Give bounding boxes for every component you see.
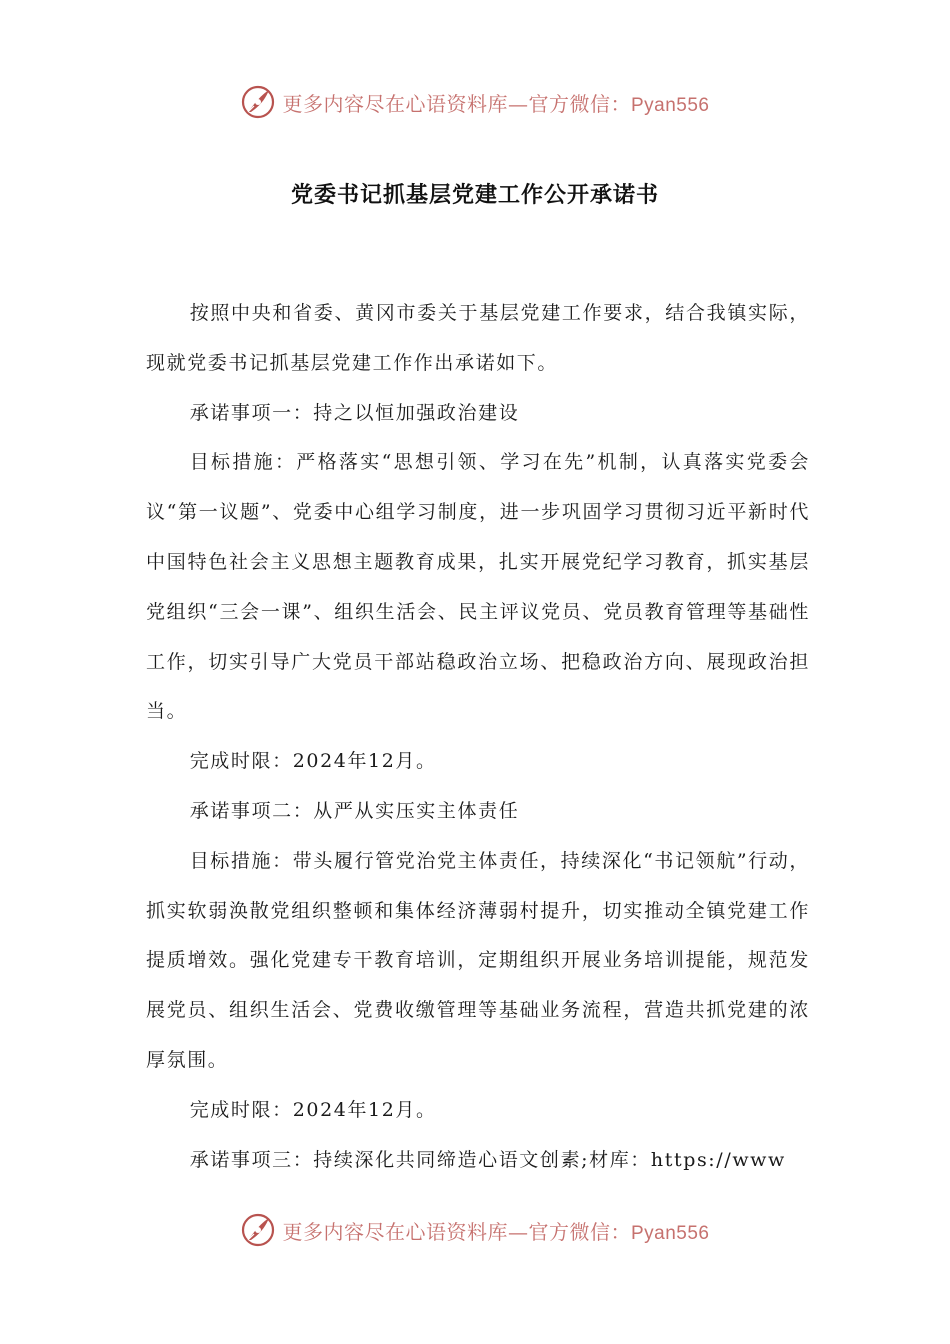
- wechat-id: Pyan556: [630, 94, 710, 116]
- paragraph: 承诺事项一：持之以恒加强政治建设: [189, 401, 520, 424]
- watermark-text: 更多内容尽在心语资料库—官方微信：Pyan556: [282, 1219, 710, 1244]
- paragraph: 目标措施：严格落实“思想引领、学习在先”机制，认真落实党委会议“第一议题”、党委中心组学习制度，进一步巩固学习贯彻习近平新时代中国特色社会主义思想主题教育成果，扎实开展党纪学习教育，抓实基层党组织“三会一课”、组织生活会、民主评议党员、党员教育管理等基础性工作，切实引导广大党员干部站稳政治立场、把稳政治方向、展现政治担当。: [146, 451, 810, 723]
- paragraph: 目标措施：带头履行管党治党主体责任，持续深化“书记领航”行动，抓实软弱涣散党组织整顿和集体经济薄弱村提升，切实推动全镇党建工作提质增效。强化党建专干教育培训，定期组织开展业务培训提能，规范发展党员、组织生活会、党费收缴管理等基础业务流程，营造共抓党建的浓厚氛围。: [146, 849, 810, 1071]
- watermark-text: 更多内容尽在心语资料库—官方微信：Pyan556: [282, 91, 710, 116]
- wechat-id: Pyan556: [630, 1222, 710, 1244]
- paragraph: 承诺事项三：持续深化共同缔造心语文创素;材库：https://www: [189, 1148, 786, 1171]
- paragraph: 完成时限：2024年12月。: [189, 1098, 437, 1121]
- header-watermark-banner: [0, 80, 950, 124]
- quill-pen-logo-icon: [240, 84, 276, 120]
- document-title: 党委书记抓基层党建工作公开承诺书: [290, 183, 659, 208]
- paragraph: 完成时限：2024年12月。: [189, 750, 437, 773]
- footer-watermark-banner: [0, 1208, 950, 1252]
- document-body: [146, 289, 810, 1185]
- paragraph: 按照中央和省委、黄冈市委关于基层党建工作要求，结合我镇实际，现就党委书记抓基层党建工作作出承诺如下。: [146, 302, 810, 374]
- paragraph: 承诺事项二：从严从实压实主体责任: [189, 799, 520, 822]
- quill-pen-logo-icon: [240, 1212, 276, 1248]
